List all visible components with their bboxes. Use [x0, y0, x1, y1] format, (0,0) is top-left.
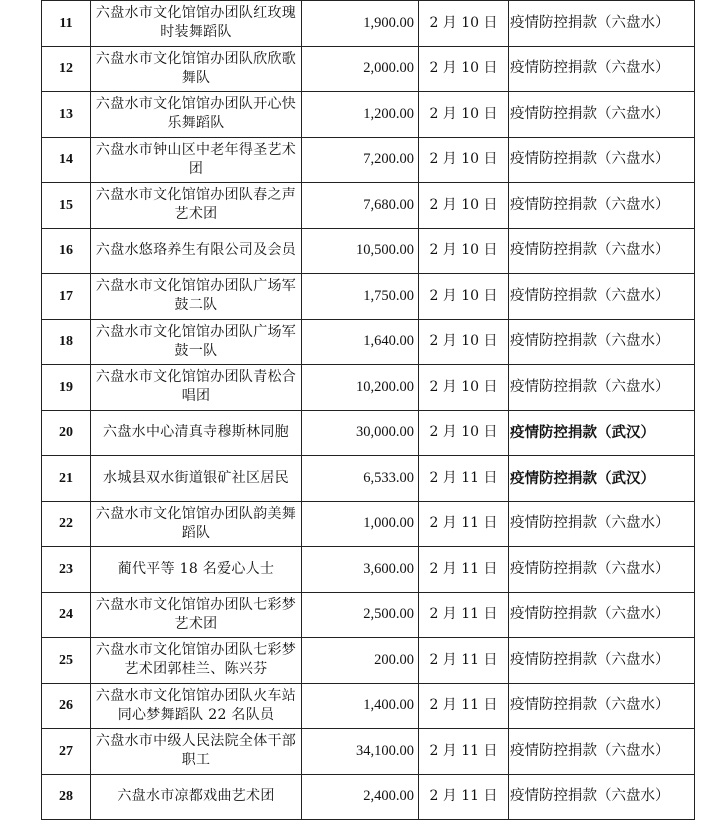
table-row [42, 547, 695, 593]
donor-name-cell: 六盘水市文化馆馆办团队韵美舞蹈队 [91, 501, 302, 547]
purpose-cell: 疫情防控捐款（六盘水） [509, 638, 695, 684]
table-row [42, 319, 695, 365]
row-number-cell: 11 [42, 1, 91, 47]
purpose-cell: 疫情防控捐款（六盘水） [509, 729, 695, 775]
donor-name-cell: 六盘水市文化馆馆办团队欣欣歌舞队 [91, 46, 302, 92]
date-cell: 2 月 11 日 [419, 683, 509, 729]
donor-name-cell: 六盘水市凉都戏曲艺术团 [91, 774, 302, 820]
donor-name-cell: 水城县双水街道银矿社区居民 [91, 456, 302, 502]
amount-cell: 2,500.00 [302, 592, 419, 638]
amount-cell: 1,200.00 [302, 92, 419, 138]
row-number-cell: 23 [42, 547, 91, 593]
date-cell: 2 月 10 日 [419, 228, 509, 274]
table-row [42, 729, 695, 775]
amount-cell: 1,640.00 [302, 319, 419, 365]
amount-cell: 1,900.00 [302, 1, 419, 47]
table-row [42, 501, 695, 547]
table-row [42, 183, 695, 229]
row-number-cell: 18 [42, 319, 91, 365]
purpose-cell: 疫情防控捐款（六盘水） [509, 137, 695, 183]
date-cell: 2 月 10 日 [419, 365, 509, 411]
date-cell: 2 月 11 日 [419, 638, 509, 684]
date-cell: 2 月 11 日 [419, 729, 509, 775]
donor-name-cell: 六盘水市文化馆馆办团队七彩梦艺术团郭桂兰、陈兴芬 [91, 638, 302, 684]
donor-name-cell: 六盘水市文化馆馆办团队火车站同心梦舞蹈队 22 名队员 [91, 683, 302, 729]
amount-cell: 2,400.00 [302, 774, 419, 820]
amount-cell: 2,000.00 [302, 46, 419, 92]
row-number-cell: 21 [42, 456, 91, 502]
table-row [42, 638, 695, 684]
row-number-cell: 28 [42, 774, 91, 820]
date-cell: 2 月 11 日 [419, 547, 509, 593]
table-row [42, 274, 695, 320]
amount-cell: 1,400.00 [302, 683, 419, 729]
date-cell: 2 月 11 日 [419, 501, 509, 547]
table-row [42, 774, 695, 820]
row-number-cell: 12 [42, 46, 91, 92]
row-number-cell: 24 [42, 592, 91, 638]
row-number-cell: 22 [42, 501, 91, 547]
amount-cell: 1,000.00 [302, 501, 419, 547]
donor-name-cell: 六盘水市钟山区中老年得圣艺术团 [91, 137, 302, 183]
amount-cell: 10,500.00 [302, 228, 419, 274]
table-row [42, 46, 695, 92]
purpose-cell: 疫情防控捐款（武汉） [509, 456, 695, 502]
row-number-cell: 17 [42, 274, 91, 320]
date-cell: 2 月 10 日 [419, 46, 509, 92]
date-cell: 2 月 10 日 [419, 410, 509, 456]
purpose-cell: 疫情防控捐款（六盘水） [509, 774, 695, 820]
row-number-cell: 27 [42, 729, 91, 775]
purpose-cell: 疫情防控捐款（六盘水） [509, 92, 695, 138]
amount-cell: 3,600.00 [302, 547, 419, 593]
donor-name-cell: 六盘水市文化馆馆办团队开心快乐舞蹈队 [91, 92, 302, 138]
purpose-cell: 疫情防控捐款（六盘水） [509, 319, 695, 365]
row-number-cell: 19 [42, 365, 91, 411]
table-row [42, 592, 695, 638]
donor-name-cell: 六盘水悠珞养生有限公司及会员 [91, 228, 302, 274]
table-row [42, 365, 695, 411]
donor-name-cell: 六盘水市文化馆馆办团队七彩梦艺术团 [91, 592, 302, 638]
row-number-cell: 16 [42, 228, 91, 274]
table-row [42, 410, 695, 456]
purpose-cell: 疫情防控捐款（六盘水） [509, 547, 695, 593]
row-number-cell: 25 [42, 638, 91, 684]
amount-cell: 6,533.00 [302, 456, 419, 502]
table-row [42, 456, 695, 502]
purpose-cell: 疫情防控捐款（武汉） [509, 410, 695, 456]
row-number-cell: 14 [42, 137, 91, 183]
donor-name-cell: 六盘水市中级人民法院全体干部职工 [91, 729, 302, 775]
date-cell: 2 月 10 日 [419, 1, 509, 47]
purpose-cell: 疫情防控捐款（六盘水） [509, 228, 695, 274]
date-cell: 2 月 11 日 [419, 774, 509, 820]
row-number-cell: 15 [42, 183, 91, 229]
purpose-cell: 疫情防控捐款（六盘水） [509, 1, 695, 47]
donor-name-cell: 六盘水中心清真寺穆斯林同胞 [91, 410, 302, 456]
table-row [42, 228, 695, 274]
donor-name-cell: 蔺代平等 18 名爱心人士 [91, 547, 302, 593]
date-cell: 2 月 10 日 [419, 183, 509, 229]
table-row [42, 1, 695, 47]
date-cell: 2 月 11 日 [419, 592, 509, 638]
table-row [42, 683, 695, 729]
amount-cell: 10,200.00 [302, 365, 419, 411]
purpose-cell: 疫情防控捐款（六盘水） [509, 365, 695, 411]
purpose-cell: 疫情防控捐款（六盘水） [509, 183, 695, 229]
donor-name-cell: 六盘水市文化馆馆办团队春之声艺术团 [91, 183, 302, 229]
table-row [42, 92, 695, 138]
purpose-cell: 疫情防控捐款（六盘水） [509, 501, 695, 547]
purpose-cell: 疫情防控捐款（六盘水） [509, 274, 695, 320]
donor-name-cell: 六盘水市文化馆馆办团队红玫瑰时装舞蹈队 [91, 1, 302, 47]
date-cell: 2 月 11 日 [419, 456, 509, 502]
donor-name-cell: 六盘水市文化馆馆办团队青松合唱团 [91, 365, 302, 411]
date-cell: 2 月 10 日 [419, 274, 509, 320]
amount-cell: 30,000.00 [302, 410, 419, 456]
amount-cell: 34,100.00 [302, 729, 419, 775]
amount-cell: 7,200.00 [302, 137, 419, 183]
donation-table [41, 0, 695, 820]
purpose-cell: 疫情防控捐款（六盘水） [509, 683, 695, 729]
amount-cell: 200.00 [302, 638, 419, 684]
table-row [42, 137, 695, 183]
row-number-cell: 26 [42, 683, 91, 729]
purpose-cell: 疫情防控捐款（六盘水） [509, 46, 695, 92]
row-number-cell: 13 [42, 92, 91, 138]
date-cell: 2 月 10 日 [419, 319, 509, 365]
donor-name-cell: 六盘水市文化馆馆办团队广场军鼓一队 [91, 319, 302, 365]
row-number-cell: 20 [42, 410, 91, 456]
amount-cell: 7,680.00 [302, 183, 419, 229]
donation-table-body [42, 1, 695, 820]
purpose-cell: 疫情防控捐款（六盘水） [509, 592, 695, 638]
donor-name-cell: 六盘水市文化馆馆办团队广场军鼓二队 [91, 274, 302, 320]
date-cell: 2 月 10 日 [419, 92, 509, 138]
date-cell: 2 月 10 日 [419, 137, 509, 183]
amount-cell: 1,750.00 [302, 274, 419, 320]
